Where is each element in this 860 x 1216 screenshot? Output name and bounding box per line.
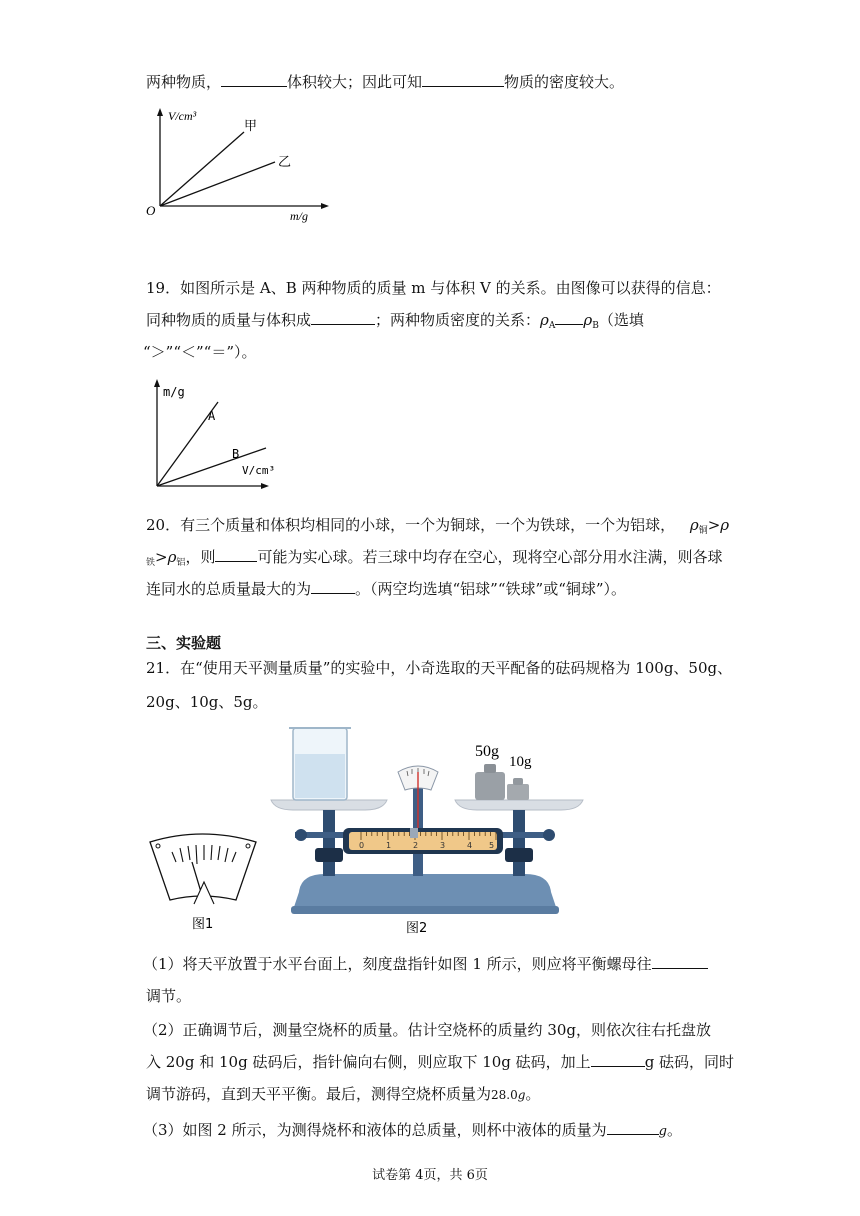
q21-p2-cont: 入 20g 和 10g 砝码后，指针偏向右侧，则应取下 10g 砝码，加上 g 砝码，同时 (146, 1053, 735, 1071)
fig1-label: 图1 (192, 917, 214, 932)
answer-blank[interactable] (422, 72, 504, 87)
q21-line2: 20g、10g、5g。 (146, 693, 268, 711)
q18-graph (140, 104, 340, 229)
q21-line1: 21．在“使用天平测量质量”的实验中，小奇选取的天平配备的砝码规格为 100g、50g、 (146, 659, 733, 677)
fig2-balance (265, 724, 585, 939)
answer-blank[interactable] (591, 1052, 645, 1067)
origin-label: O (146, 203, 156, 218)
q19-line3: “＞”“＜”“＝”）。 (143, 343, 257, 361)
answer-blank[interactable] (652, 954, 708, 969)
line-yi (160, 162, 275, 206)
answer-blank[interactable] (215, 547, 257, 562)
answer-blank[interactable] (221, 72, 287, 87)
y-axis-label: V/cm³ (168, 109, 197, 123)
q21-p2: （2）正确调节后，测量空烧杯的质量。估计空烧杯的质量约 30g，则依次往右托盘放 (143, 1021, 712, 1039)
fig1-dial (144, 830, 264, 935)
q19-line2: 同种物质的质量与体积成 ；两种物质密度的关系：$\rho_A$ $\rho_B$（选填 (146, 311, 644, 331)
scale-tick-label: 4 (467, 841, 473, 850)
page-footer: 试卷第 4页，共 6页 (372, 1168, 488, 1183)
line-label-b: B (232, 447, 240, 461)
y-axis-label: m/g (163, 385, 185, 399)
q21-p2-cont2: 调节游码，直到天平平衡。最后，测得空烧杯质量为28.0g。 (146, 1085, 541, 1103)
q21-p3: （3）如图 2 所示，为测得烧杯和液体的总质量，则杯中液体的质量为 g。 (143, 1121, 682, 1139)
answer-blank[interactable] (607, 1120, 659, 1135)
q20-line1: 20．有三个质量和体积均相同的小球，一个为铜球，一个为铁球，一个为铝球， $\rho_铜>\rho$ (146, 516, 730, 536)
line-label-yi: 乙 (278, 155, 292, 170)
weight-10g (507, 784, 529, 800)
q19-graph (146, 374, 286, 494)
weight-50g (475, 772, 505, 800)
scale-tick-label: 2 (413, 841, 419, 850)
section-title: 三、实验题 (146, 634, 222, 652)
q21-p1-cont: 调节。 (146, 987, 192, 1005)
x-axis-label: V/cm³ (242, 464, 276, 477)
line-label-a: A (208, 409, 216, 423)
answer-blank[interactable] (555, 310, 583, 325)
answer-blank[interactable] (311, 310, 375, 325)
x-axis-label: m/g (290, 209, 308, 223)
rider (410, 828, 418, 838)
weight-50g-label: 50g (475, 743, 499, 760)
q18-text: 两种物质， 体积较大；因此可知 物质的密度较大。 (146, 73, 625, 91)
scale-tick-label: 3 (440, 841, 446, 850)
q20-line3: 连同水的总质量最大的为 。（两空均选填“铝球”“铁球”或“铜球”）。 (146, 580, 627, 598)
fig2-label: 图2 (406, 921, 428, 936)
line-label-jia: 甲 (244, 119, 258, 134)
q20-line2: $_铁>\rho_铝$，则 可能为实心球。若三球中均存在空心，现将空心部分用水注满，则各球 (146, 548, 723, 568)
scale-tick-label: 1 (386, 841, 392, 850)
line-jia (160, 132, 244, 206)
answer-blank[interactable] (311, 579, 355, 594)
q19-line1: 19．如图所示是 A、B 两种物质的质量 m 与体积 V 的关系。由图像可以获得的信息： (146, 279, 721, 297)
scale-tick-label: 5 (489, 841, 495, 850)
scale-tick-label: 0 (359, 841, 365, 850)
weight-10g-label: 10g (509, 754, 532, 770)
q21-p1: （1）将天平放置于水平台面上，刻度盘指针如图 1 所示，则应将平衡螺母往 (143, 954, 708, 974)
